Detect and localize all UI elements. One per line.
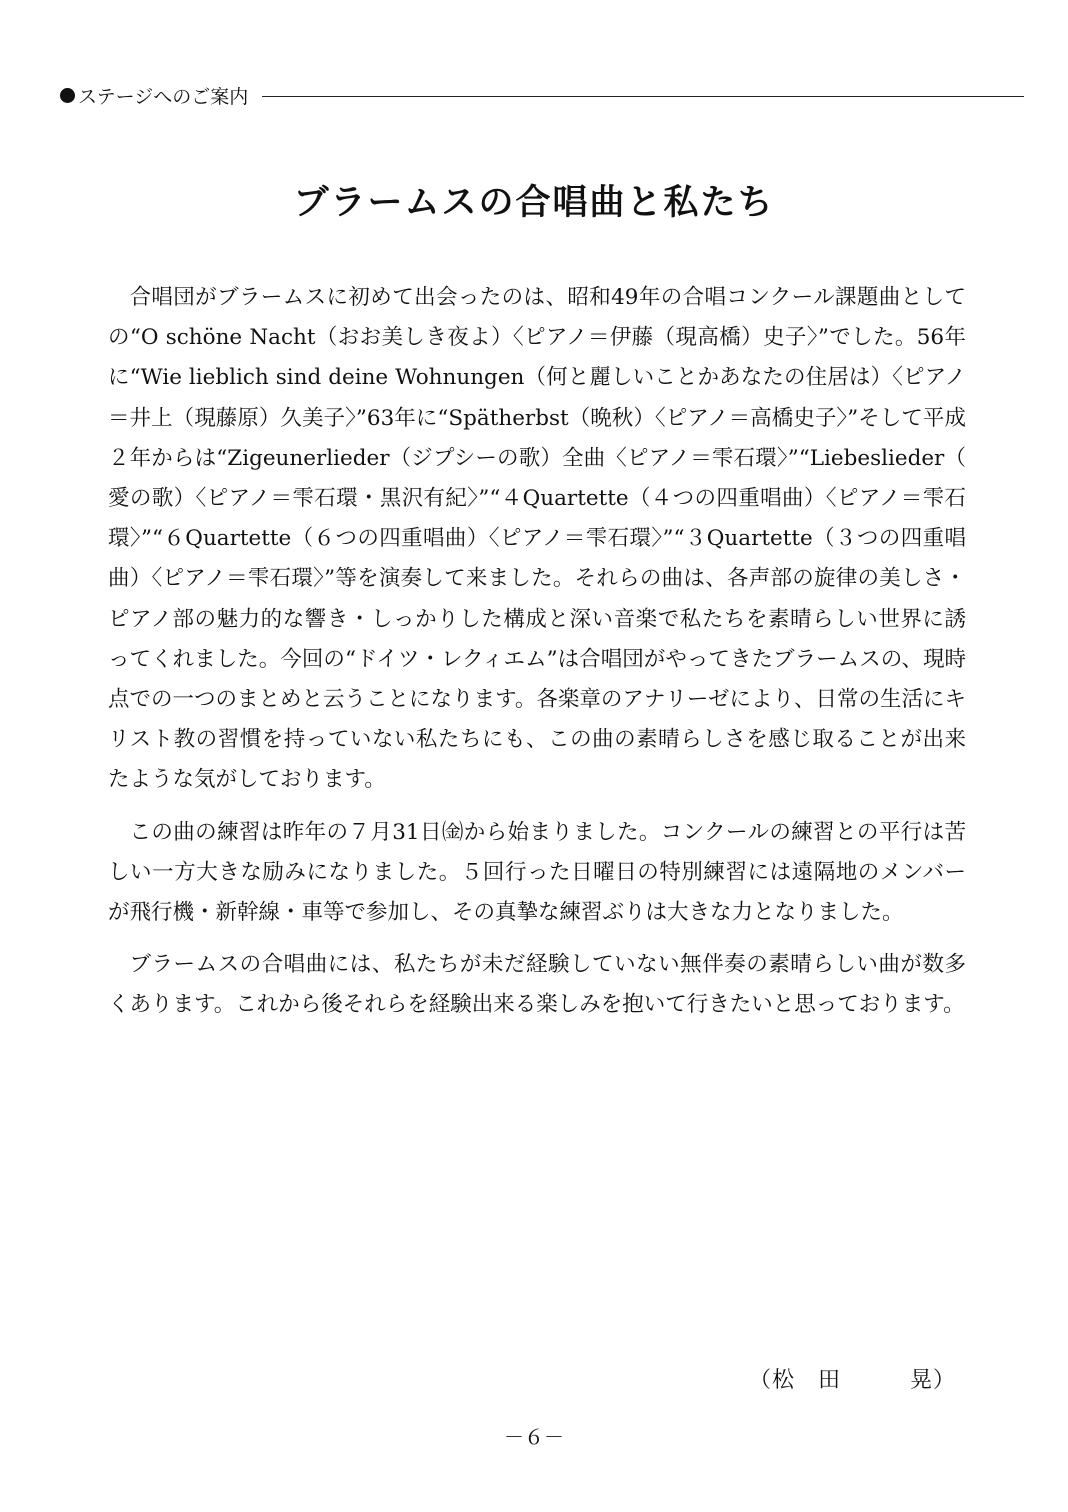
paragraph-1: 合唱団がブラームスに初めて出会ったのは、昭和49年の合唱コンクール課題曲としての“O schöne Nacht（おお美しき夜よ）〈ピアノ＝伊藤（現高橋）史子〉”でした。56年に“Wie lieblich sind deine Wohnungen（何と麗しいことかあなたの住居は）〈ピアノ＝井上（現藤原）久美子〉”63年に“Spätherbst（晩秋）〈ピアノ＝高橋史子〉”そして平成２年からは“Zigeunerlieder（ジプシーの歌）全曲〈ピアノ＝雫石環〉”“Liebeslieder（愛の歌）〈ピアノ＝雫石環・黒沢有紀〉”“４Quartette（４つの四重唱曲）〈ピアノ＝雫石環〉”“６Quartette（６つの四重唱曲）〈ピアノ＝雫石環〉”“３Quartette（３つの四重唱曲）〈ピアノ＝雫石環〉”等を演奏して来ました。それらの曲は、各声部の旋律の美しさ・ピアノ部の魅力的な響き・しっかりした構成と深い音楽で私たちを素晴らしい世界に誘ってくれました。今回の“ドイツ・レクィエム”は合唱団がやってきたブラームスの、現時点での一つのまとめと云うことになります。各楽章のアナリーゼにより、日常の生活にキリスト教の習慣を持っていない私たちにも、この曲の素晴らしさを感じ取ることが出来たような気がしております。	[108, 285, 966, 793]
paragraph-3: ブラームスの合唱曲には、私たちが未だ経験していない無伴奏の素晴らしい曲が数多くあります。これから後それらを経験出来る楽しみを抱いて行きたいと思っております。	[108, 952, 966, 1018]
article-title: ブラームスの合唱曲と私たち	[293, 182, 775, 223]
bullet-icon	[60, 88, 75, 103]
header-rule	[262, 96, 1024, 97]
article-body	[108, 278, 966, 1026]
page-number: －６－	[504, 1425, 564, 1449]
author-signature: （松 田 晃）	[748, 1368, 956, 1393]
section-label: ステージへのご案内	[78, 85, 249, 108]
paragraph-2: この曲の練習は昨年の７月31日㈮から始まりました。コンクールの練習との平行は苦しい一方大きな励みになりました。５回行った日曜日の特別練習には遠隔地のメンバーが飛行機・新幹線・車等で参加し、その真摯な練習ぶりは大きな力となりました。	[108, 819, 966, 926]
section-header	[60, 80, 1024, 110]
